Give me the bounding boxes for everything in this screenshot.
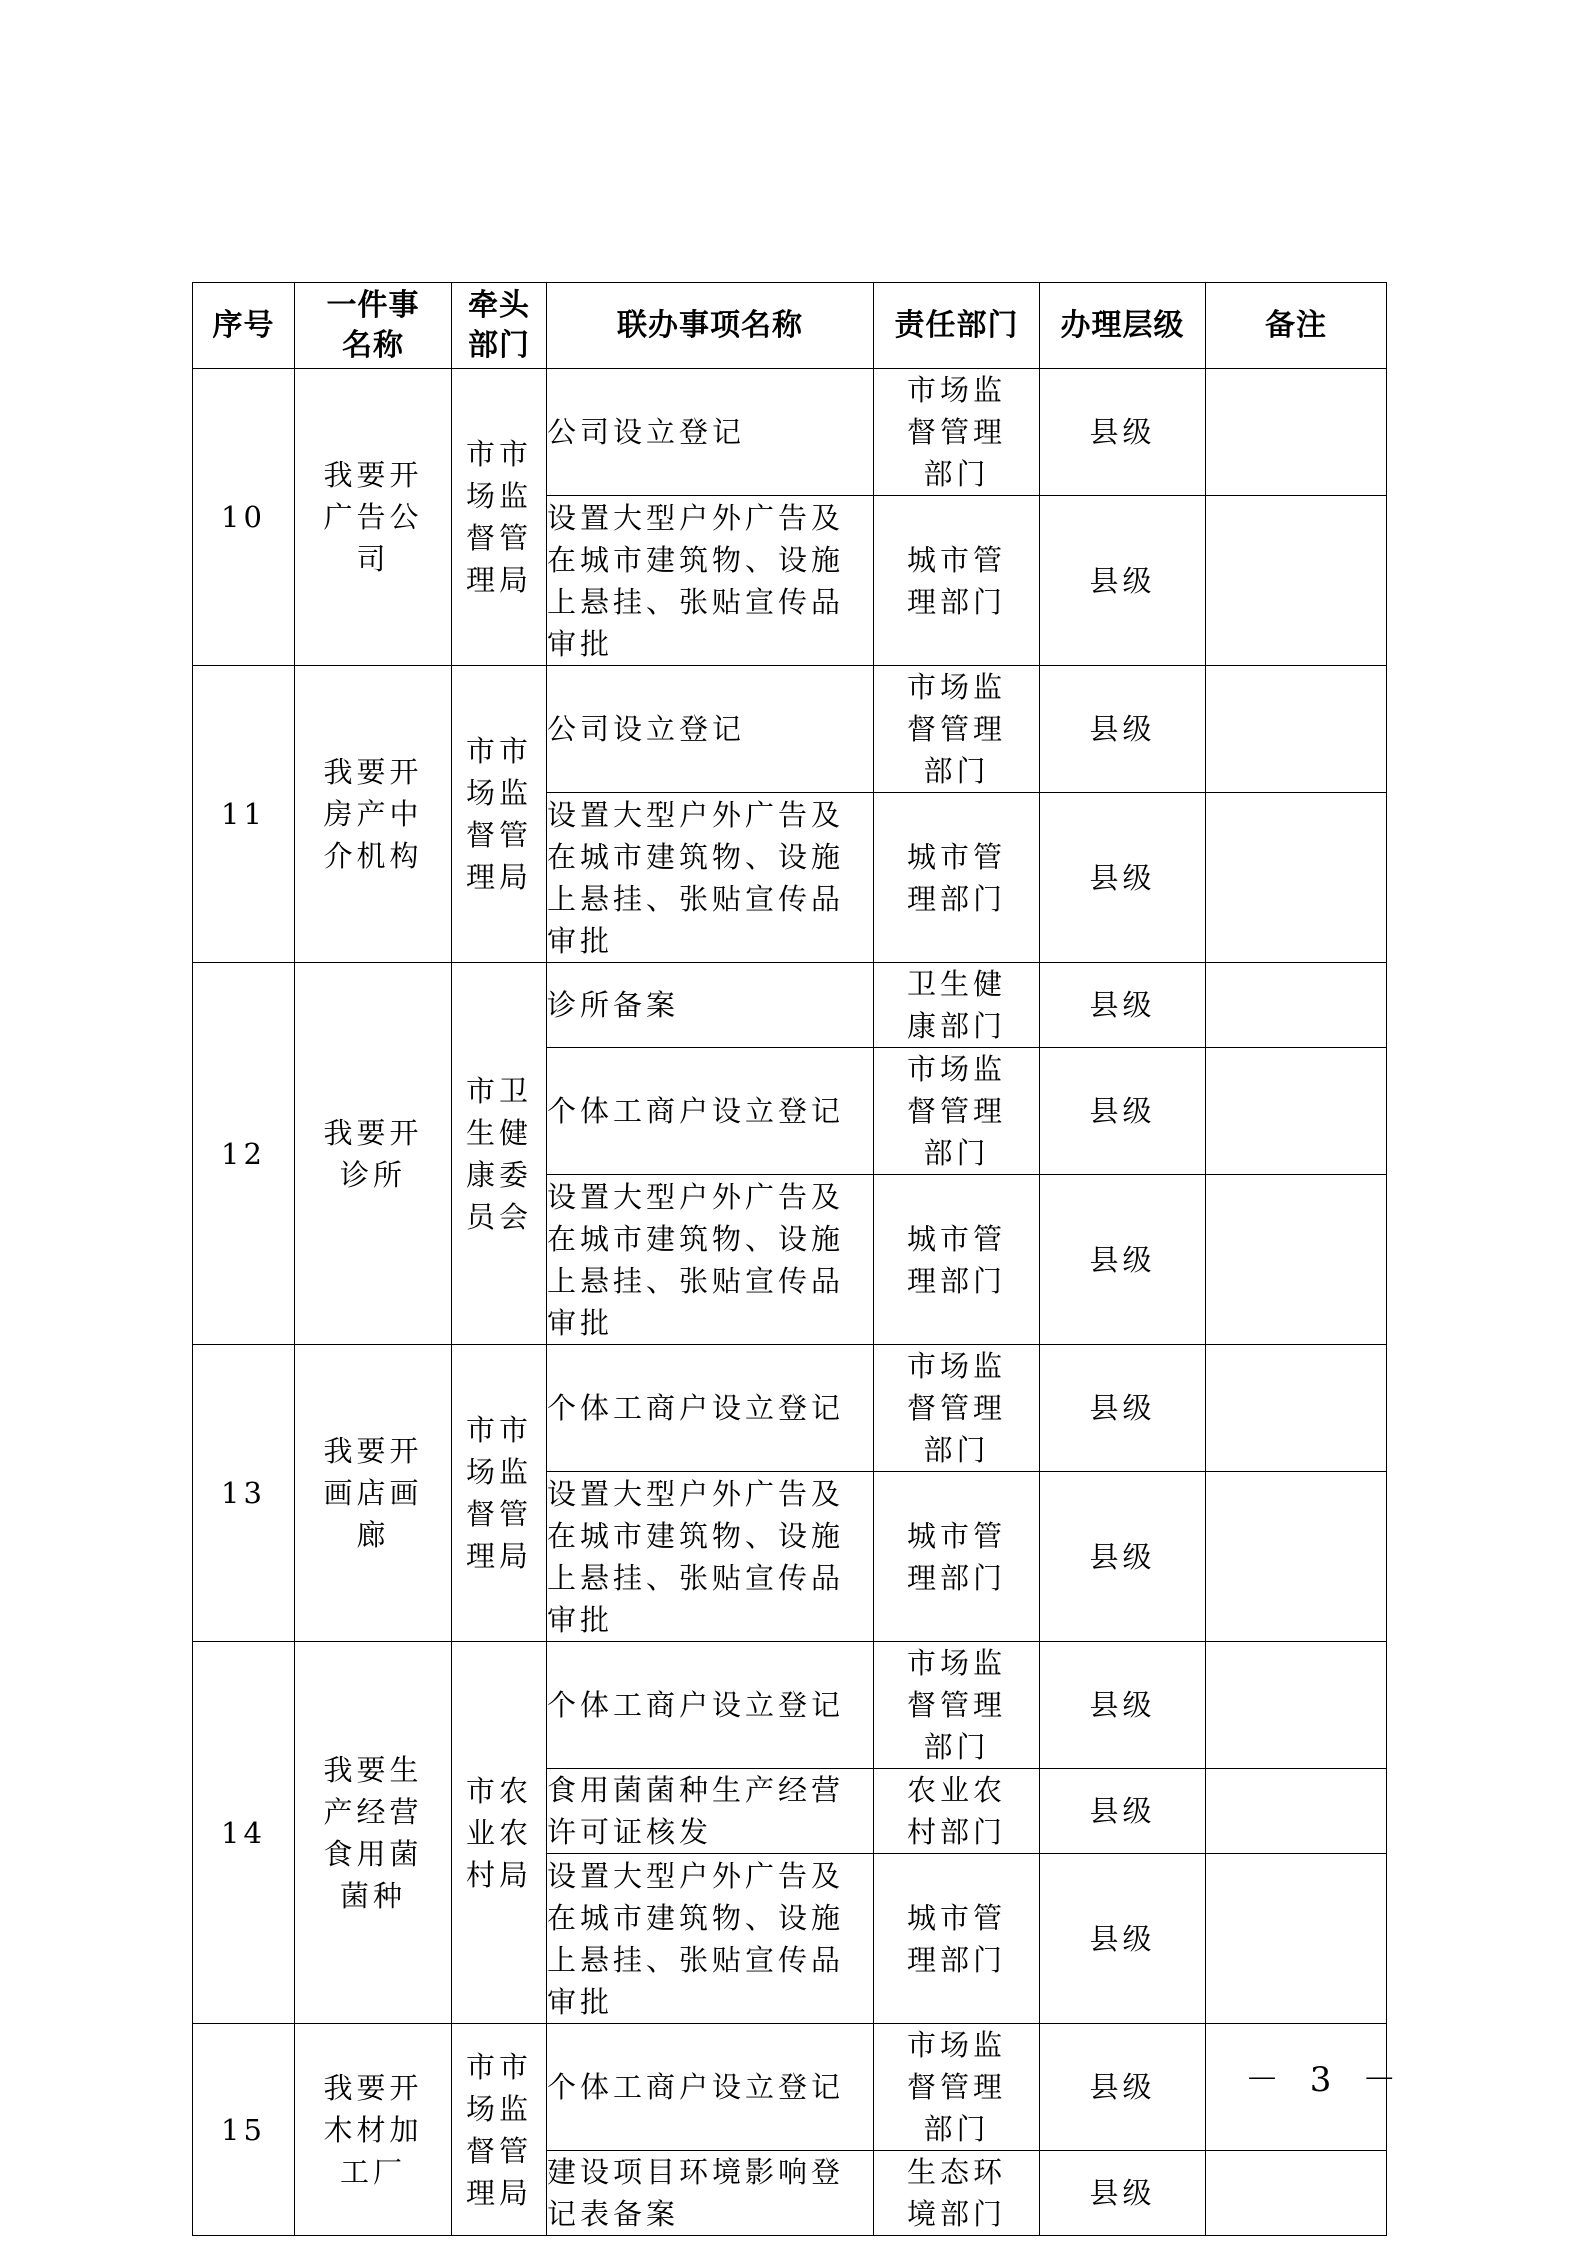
- table-row: [193, 1642, 1387, 1769]
- dept-cell: 农业农村部门: [874, 1769, 1040, 1854]
- seq-cell: 10: [193, 369, 295, 666]
- seq-cell: 12: [193, 963, 295, 1345]
- seq-cell: 14: [193, 1642, 295, 2024]
- seq-cell: 13: [193, 1345, 295, 1642]
- dept-cell: 城市管理部门: [874, 1175, 1040, 1345]
- table-row: [193, 666, 1387, 793]
- level-cell: 县级: [1040, 2024, 1206, 2151]
- header-name: 一件事名称: [295, 283, 452, 369]
- item-cell: 诊所备案: [547, 963, 874, 1048]
- matter-name-cell: 我要开画店画廊: [295, 1345, 452, 1642]
- lead-dept-cell: 市市场监督管理局: [452, 666, 547, 963]
- dept-cell: 市场监督管理部门: [874, 369, 1040, 496]
- page-number: － 3 －: [1245, 2060, 1407, 2100]
- header-item: 联办事项名称: [547, 283, 874, 369]
- note-cell: [1206, 1345, 1387, 1472]
- header-level: 办理层级: [1040, 283, 1206, 369]
- note-cell: [1206, 1854, 1387, 2024]
- matters-table: [192, 282, 1387, 2236]
- note-cell: [1206, 2151, 1387, 2236]
- item-cell: 设置大型户外广告及在城市建筑物、设施上悬挂、张贴宣传品审批: [547, 793, 874, 963]
- item-cell: 设置大型户外广告及在城市建筑物、设施上悬挂、张贴宣传品审批: [547, 1854, 874, 2024]
- header-row: [193, 283, 1387, 369]
- dept-cell: 市场监督管理部门: [874, 1345, 1040, 1472]
- level-cell: 县级: [1040, 1854, 1206, 2024]
- level-cell: 县级: [1040, 496, 1206, 666]
- level-cell: 县级: [1040, 666, 1206, 793]
- table-row: [193, 2024, 1387, 2151]
- level-cell: 县级: [1040, 1175, 1206, 1345]
- item-cell: 个体工商户设立登记: [547, 1048, 874, 1175]
- lead-dept-cell: 市市场监督管理局: [452, 369, 547, 666]
- level-cell: 县级: [1040, 1642, 1206, 1769]
- note-cell: [1206, 963, 1387, 1048]
- seq-cell: 11: [193, 666, 295, 963]
- note-cell: [1206, 1472, 1387, 1642]
- note-cell: [1206, 1642, 1387, 1769]
- matter-name-cell: 我要生产经营食用菌菌种: [295, 1642, 452, 2024]
- dept-cell: 城市管理部门: [874, 496, 1040, 666]
- matter-name-cell: 我要开房产中介机构: [295, 666, 452, 963]
- table-row: [193, 369, 1387, 496]
- dept-cell: 城市管理部门: [874, 1854, 1040, 2024]
- item-cell: 设置大型户外广告及在城市建筑物、设施上悬挂、张贴宣传品审批: [547, 1175, 874, 1345]
- header-dept: 责任部门: [874, 283, 1040, 369]
- header-lead: 牵头部门: [452, 283, 547, 369]
- level-cell: 县级: [1040, 1769, 1206, 1854]
- dept-cell: 市场监督管理部门: [874, 2024, 1040, 2151]
- item-cell: 个体工商户设立登记: [547, 2024, 874, 2151]
- matter-name-cell: 我要开木材加工厂: [295, 2024, 452, 2236]
- level-cell: 县级: [1040, 963, 1206, 1048]
- table-row: [193, 1345, 1387, 1472]
- dept-cell: 城市管理部门: [874, 793, 1040, 963]
- note-cell: [1206, 496, 1387, 666]
- lead-dept-cell: 市市场监督管理局: [452, 1345, 547, 1642]
- dept-cell: 市场监督管理部门: [874, 1048, 1040, 1175]
- note-cell: [1206, 1048, 1387, 1175]
- lead-dept-cell: 市农业农村局: [452, 1642, 547, 2024]
- level-cell: 县级: [1040, 1345, 1206, 1472]
- item-cell: 个体工商户设立登记: [547, 1642, 874, 1769]
- header-seq: 序号: [193, 283, 295, 369]
- dept-cell: 市场监督管理部门: [874, 666, 1040, 793]
- matter-name-cell: 我要开广告公司: [295, 369, 452, 666]
- note-cell: [1206, 1175, 1387, 1345]
- item-cell: 建设项目环境影响登记表备案: [547, 2151, 874, 2236]
- table-row: [193, 963, 1387, 1048]
- matter-name-cell: 我要开诊所: [295, 963, 452, 1345]
- lead-dept-cell: 市卫生健康委员会: [452, 963, 547, 1345]
- dept-cell: 卫生健康部门: [874, 963, 1040, 1048]
- item-cell: 个体工商户设立登记: [547, 1345, 874, 1472]
- seq-cell: 15: [193, 2024, 295, 2236]
- level-cell: 县级: [1040, 793, 1206, 963]
- level-cell: 县级: [1040, 1048, 1206, 1175]
- note-cell: [1206, 666, 1387, 793]
- item-cell: 设置大型户外广告及在城市建筑物、设施上悬挂、张贴宣传品审批: [547, 1472, 874, 1642]
- item-cell: 公司设立登记: [547, 666, 874, 793]
- note-cell: [1206, 793, 1387, 963]
- level-cell: 县级: [1040, 1472, 1206, 1642]
- item-cell: 设置大型户外广告及在城市建筑物、设施上悬挂、张贴宣传品审批: [547, 496, 874, 666]
- note-cell: [1206, 1769, 1387, 1854]
- level-cell: 县级: [1040, 369, 1206, 496]
- header-note: 备注: [1206, 283, 1387, 369]
- dept-cell: 市场监督管理部门: [874, 1642, 1040, 1769]
- dept-cell: 生态环境部门: [874, 2151, 1040, 2236]
- item-cell: 食用菌菌种生产经营许可证核发: [547, 1769, 874, 1854]
- lead-dept-cell: 市市场监督管理局: [452, 2024, 547, 2236]
- dept-cell: 城市管理部门: [874, 1472, 1040, 1642]
- item-cell: 公司设立登记: [547, 369, 874, 496]
- level-cell: 县级: [1040, 2151, 1206, 2236]
- note-cell: [1206, 369, 1387, 496]
